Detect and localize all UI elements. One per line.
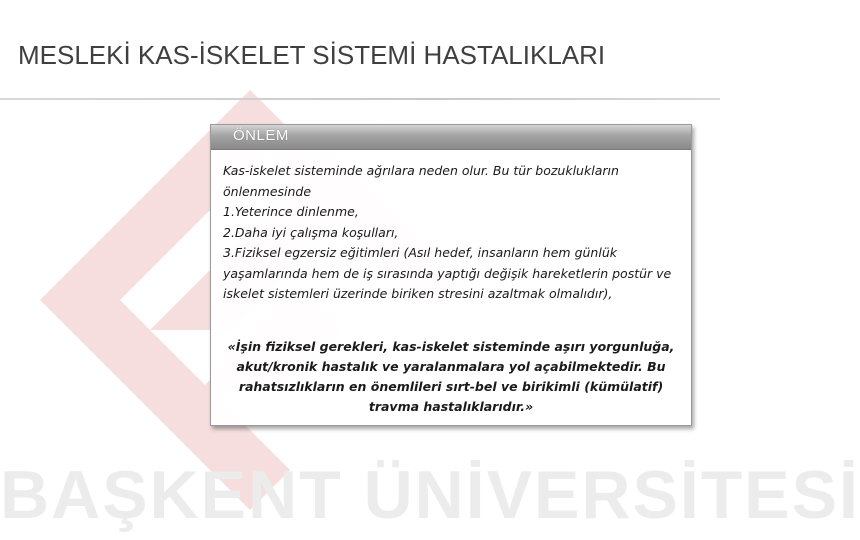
title-divider (0, 98, 720, 100)
watermark-text: BAŞKENT ÜNİVERSİTESİ (0, 457, 860, 533)
list-item: 2.Daha iyi çalışma koşulları, (223, 224, 399, 240)
box-header (211, 125, 691, 150)
list-item: 1.Yeterince dinlenme, (223, 204, 359, 219)
intro-paragraph: Kas-iskelet sisteminde ağrılara neden olur. Bu tür bozuklukların önlenmesinde (223, 163, 619, 199)
box-body (223, 161, 685, 305)
slide-title: MESLEKİ KAS-İSKELET SİSTEMİ HASTALIKLARI (18, 40, 606, 70)
list-item: 3.Fiziksel egzersiz eğitimleri (Asıl hedef, insanların hem günlük yaşamlarında hem de iş sırasında yaptığı değişik hareketlerin postür ve iskelet sistemleri üzerinde biriken stresini azaltmak olmalıdır), (223, 245, 672, 301)
box-header-label: ÖNLEM (233, 127, 289, 144)
quote-paragraph: «İşin fiziksel gerekleri, kas-iskelet sisteminde aşırı yorgunluğa, akut/kronik hastalık ve yaralanmalara yol açabilmektedir. Bu rahatsızlıkların en önemlileri sırt-bel ve birikimli (kümülatif) travma hastalıklarıdır.» (227, 339, 675, 414)
content-box (210, 124, 692, 426)
